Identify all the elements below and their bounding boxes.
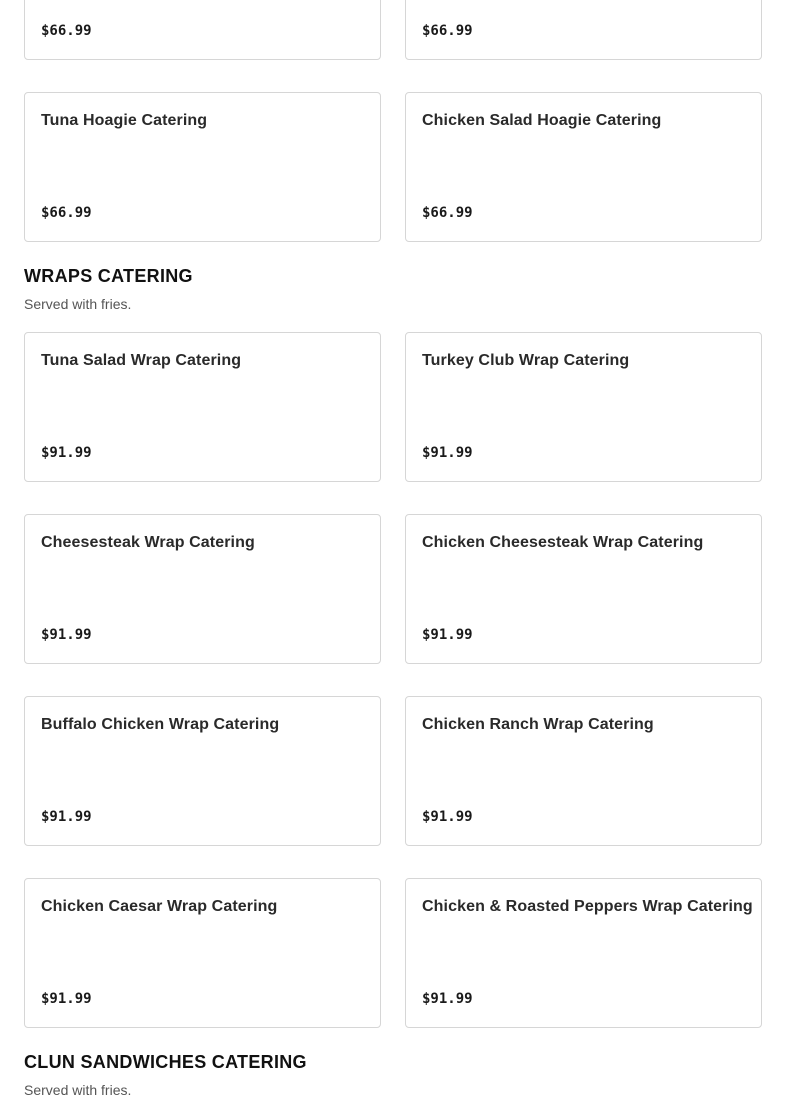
menu-item-card[interactable] <box>405 514 762 664</box>
menu-item-card[interactable] <box>24 878 381 1028</box>
item-price: $91.99 <box>422 445 473 461</box>
item-price: $91.99 <box>422 809 473 825</box>
item-name: Buffalo Chicken Wrap Catering <box>41 716 280 733</box>
menu-item-card[interactable] <box>24 514 381 664</box>
item-name: Cheesesteak Wrap Catering <box>41 534 255 551</box>
item-price: $66.99 <box>422 23 473 39</box>
menu-item-card[interactable] <box>405 332 762 482</box>
item-price: $91.99 <box>41 809 92 825</box>
section-title-wraps: WRAPS CATERING <box>24 266 193 286</box>
menu-item-card[interactable] <box>405 0 762 60</box>
item-price: $91.99 <box>422 627 473 643</box>
item-price: $91.99 <box>41 991 92 1007</box>
section-description: Served with fries. <box>24 1082 132 1098</box>
item-name: Chicken Caesar Wrap Catering <box>41 898 278 915</box>
item-name: Chicken Salad Hoagie Catering <box>422 112 662 129</box>
item-price: $91.99 <box>422 991 473 1007</box>
item-price: $91.99 <box>41 627 92 643</box>
item-name: Turkey Club Wrap Catering <box>422 352 630 369</box>
item-name: Tuna Salad Wrap Catering <box>41 352 242 369</box>
item-name: Tuna Hoagie Catering <box>41 112 208 129</box>
section-title-club: CLUN SANDWICHES CATERING <box>24 1052 307 1072</box>
menu-item-card[interactable] <box>24 332 381 482</box>
section-description: Served with fries. <box>24 296 132 312</box>
item-price: $66.99 <box>41 205 92 221</box>
item-name: Chicken Ranch Wrap Catering <box>422 716 654 733</box>
item-price: $91.99 <box>41 445 92 461</box>
item-price: $66.99 <box>41 23 92 39</box>
menu-item-card[interactable] <box>24 0 381 60</box>
menu-item-card[interactable] <box>405 696 762 846</box>
item-price: $66.99 <box>422 205 473 221</box>
item-name: Chicken Cheesesteak Wrap Catering <box>422 534 704 551</box>
menu-item-card[interactable] <box>405 92 762 242</box>
menu-item-card[interactable] <box>405 878 762 1028</box>
menu-item-card[interactable] <box>24 696 381 846</box>
item-name: Chicken & Roasted Peppers Wrap Catering <box>422 898 753 915</box>
menu-item-card[interactable] <box>24 92 381 242</box>
